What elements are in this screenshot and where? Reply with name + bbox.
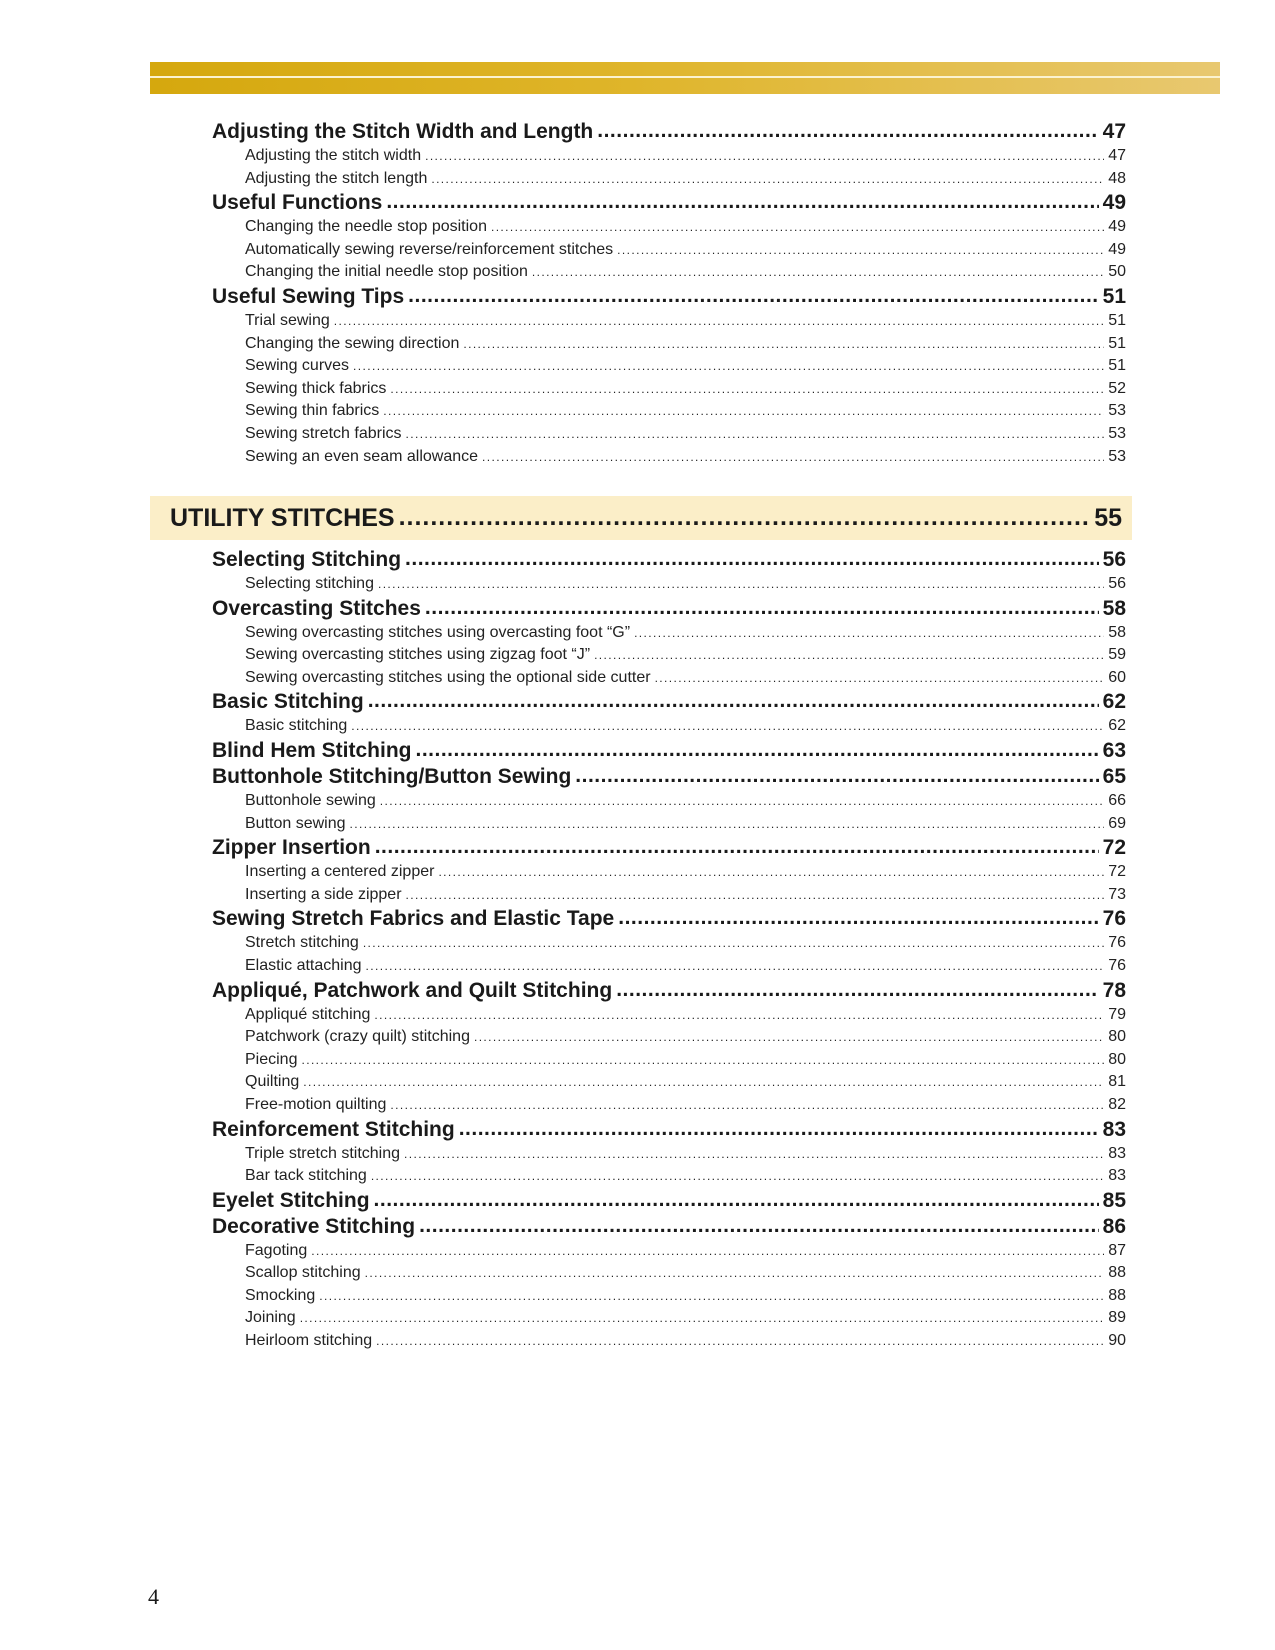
page-ref: 90 [1108,1332,1126,1350]
page-ref: 53 [1108,402,1126,420]
toc-subentry[interactable] [212,310,1126,333]
toc-section-entry[interactable] [212,906,1126,932]
page-ref: 66 [1108,791,1126,809]
page-ref: 80 [1108,1028,1126,1046]
toc-subentry[interactable] [212,1094,1126,1117]
toc-section-title: Adjusting the Stitch Width and Length [212,120,594,143]
page-ref: 88 [1108,1264,1126,1282]
toc-subentry-title: Joining [245,1309,296,1327]
toc-subentry[interactable] [212,261,1126,284]
toc-subentry-title: Triple stretch stitching [245,1144,401,1162]
toc-subentry[interactable] [212,1330,1126,1353]
dot-leader [301,1049,1104,1072]
page-ref: 47 [1108,147,1126,164]
toc-subentry-title: Sewing overcasting stitches using overcasting foot “G” [245,623,631,641]
page-ref: 49 [1108,218,1126,236]
toc-section-entry[interactable] [212,119,1126,145]
page-ref: 82 [1108,1095,1126,1113]
page-ref: 52 [1108,379,1126,397]
toc-subentry[interactable] [212,216,1126,239]
page-ref: 76 [1102,907,1126,931]
dot-leader [655,667,1105,690]
toc-subentry[interactable] [212,1285,1126,1308]
toc-subentry-title: Changing the needle stop position [245,218,487,236]
toc-subentry-title: Adjusting the stitch length [245,169,428,187]
toc-subentry-title: Changing the initial needle stop position [245,263,528,281]
toc-subentry-title: Inserting a side zipper [245,885,402,903]
dot-leader [597,119,1098,144]
page-ref: 48 [1108,169,1126,187]
page-number: 4 [148,1584,159,1609]
page-ref: 56 [1108,575,1126,592]
page-ref: 88 [1108,1286,1126,1304]
dot-leader [303,1071,1104,1094]
dot-leader [350,813,1105,836]
dot-leader [416,738,1099,763]
dot-leader [474,1026,1104,1049]
toc-subentry[interactable] [212,1262,1126,1285]
toc-section-title: Buttonhole Stitching/Button Sewing [212,764,572,788]
toc-subentry[interactable] [212,1165,1126,1188]
toc-subentry-title: Selecting stitching [245,575,374,592]
page-ref: 60 [1108,668,1126,686]
page-ref: 51 [1102,284,1126,308]
toc-subentry-title: Sewing thin fabrics [245,402,380,420]
dot-leader [634,622,1104,645]
toc-subentry[interactable] [212,1049,1126,1072]
toc-subentry-title: Changing the sewing direction [245,334,460,352]
toc-subentry-title: Sewing thick fabrics [245,379,387,397]
page-ref: 51 [1108,357,1126,375]
toc-subentry[interactable] [212,1240,1126,1263]
page-ref: 80 [1108,1050,1126,1068]
toc-subentry-title: Scallop stitching [245,1264,361,1282]
toc-subentry-title: Appliqué stitching [245,1005,371,1023]
toc-subentry[interactable] [212,239,1126,262]
page-ref: 49 [1108,240,1126,258]
page-ref: 47 [1102,120,1126,143]
toc-subentry[interactable] [212,145,1126,168]
toc-subentry-title: Fagoting [245,1241,308,1259]
dot-leader [419,1214,1099,1239]
page-ref: 50 [1108,263,1126,281]
dot-leader [334,310,1104,333]
toc-subentry-title: Sewing curves [245,357,350,375]
dot-leader [300,1307,1105,1330]
toc-subentry-title: Button sewing [245,814,346,832]
chapter-leader [399,496,1091,539]
toc-subentry-title: Piecing [245,1050,298,1068]
dot-leader [459,1117,1099,1142]
page-ref: 87 [1108,1241,1126,1259]
dot-leader [368,689,1099,714]
toc-section-entry[interactable] [212,190,1126,216]
dot-leader [616,978,1098,1003]
dot-leader [374,1188,1099,1213]
page-ref: 56 [1102,548,1126,571]
toc-section-title: Reinforcement Stitching [212,1117,455,1141]
toc-section-a [212,119,1126,468]
toc-subentry-title: Free-motion quilting [245,1095,387,1113]
page-ref: 58 [1102,596,1126,620]
toc-section-entry[interactable] [212,596,1126,622]
toc-subentry[interactable] [212,400,1126,423]
page-ref: 49 [1102,191,1126,215]
toc-section-entry[interactable] [212,978,1126,1004]
toc-subentry[interactable] [212,1004,1126,1027]
dot-leader [319,1285,1104,1308]
toc-section-entry[interactable] [212,547,1126,573]
dot-leader [380,790,1104,813]
toc-subentry-title: Quilting [245,1073,300,1091]
dot-leader [371,1165,1104,1188]
toc-subentry-title: Basic stitching [245,717,348,735]
page-ref: 78 [1102,978,1126,1002]
dot-leader [386,190,1098,215]
dot-leader [390,1094,1104,1117]
page-ref: 89 [1108,1309,1126,1327]
toc-subentry-title: Inserting a centered zipper [245,863,435,881]
toc-section-entry[interactable] [212,835,1126,861]
dot-leader [618,906,1098,931]
dot-leader [438,861,1104,884]
page-ref: 65 [1102,764,1126,788]
page-ref: 85 [1102,1188,1126,1212]
dot-leader [425,596,1099,621]
page-ref: 51 [1108,334,1126,352]
dot-leader [363,932,1104,955]
toc-section-b [212,547,1126,1353]
toc-subentry[interactable] [212,932,1126,955]
page-ref: 79 [1108,1005,1126,1023]
toc-subentry-title: Stretch stitching [245,934,359,952]
toc-subentry-title: Sewing stretch fabrics [245,424,402,442]
toc-section-title: Blind Hem Stitching [212,738,412,762]
dot-leader [594,644,1104,667]
page-ref: 69 [1108,814,1126,832]
toc-section-title: Useful Functions [212,191,383,215]
dot-leader [374,1004,1104,1027]
toc-subentry[interactable] [212,813,1126,836]
toc-subentry-title: Buttonhole sewing [245,791,376,809]
toc-section-title: Overcasting Stitches [212,596,421,620]
toc-subentry[interactable] [212,861,1126,884]
toc-subentry[interactable] [212,667,1126,690]
toc-subentry-title: Automatically sewing reverse/reinforcement stitches [245,240,614,258]
toc-subentry[interactable] [212,168,1126,191]
toc-section-title: Eyelet Stitching [212,1188,370,1212]
toc-subentry-title: Bar tack stitching [245,1167,367,1185]
toc-subentry[interactable] [212,446,1126,469]
toc-section-title: Basic Stitching [212,690,364,714]
page-ref: 83 [1108,1144,1126,1162]
toc-subentry[interactable] [212,1143,1126,1166]
toc-subentry[interactable] [212,884,1126,907]
toc-subentry-title: Sewing an even seam allowance [245,447,479,465]
toc-subentry[interactable] [212,423,1126,446]
dot-leader [463,333,1104,356]
dot-leader [378,573,1104,596]
page-ref: 51 [1108,311,1126,329]
toc-subentry-title: Trial sewing [245,311,330,329]
chapter-title: UTILITY STITCHES [170,504,395,532]
dot-leader [390,378,1104,401]
chapter-heading[interactable] [170,496,1122,540]
dot-leader [617,239,1104,262]
dot-leader [575,764,1098,789]
dot-leader [376,1330,1104,1353]
dot-leader [532,261,1104,284]
page-ref: 59 [1108,646,1126,664]
toc-section-title: Selecting Stitching [212,548,402,571]
toc-section-entry[interactable] [212,689,1126,715]
dot-leader [425,145,1104,168]
toc-subentry[interactable] [212,790,1126,813]
toc-subentry[interactable] [212,1026,1126,1049]
toc-section-entry[interactable] [212,1214,1126,1240]
toc-section-entry[interactable] [212,738,1126,764]
page-ref: 83 [1108,1167,1126,1185]
toc-section-entry[interactable] [212,1117,1126,1143]
header-bar-stripe [150,76,1220,78]
page-ref: 62 [1108,717,1126,735]
toc-section-entry[interactable] [212,284,1126,310]
toc-subentry-title: Sewing overcasting stitches using zigzag foot “J” [245,646,591,664]
toc-subentry[interactable] [212,378,1126,401]
toc-subentry[interactable] [212,622,1126,645]
toc-section-title: Appliqué, Patchwork and Quilt Stitching [212,978,613,1002]
page-ref: 81 [1108,1073,1126,1091]
dot-leader [311,1240,1104,1263]
toc-subentry-title: Sewing overcasting stitches using the optional side cutter [245,668,651,686]
page-ref: 53 [1108,424,1126,442]
dot-leader [366,955,1105,978]
dot-leader [383,400,1104,423]
dot-leader [375,835,1099,860]
page-ref: 72 [1108,863,1126,881]
page-ref: 76 [1108,956,1126,974]
page-ref: 53 [1108,447,1126,465]
dot-leader [408,284,1098,309]
page-ref: 63 [1102,738,1126,762]
toc-subentry[interactable] [212,644,1126,667]
toc-subentry-title: Heirloom stitching [245,1332,373,1350]
page-ref: 72 [1102,836,1126,860]
toc-subentry-title: Adjusting the stitch width [245,147,422,164]
toc-subentry[interactable] [212,715,1126,738]
page-ref: 73 [1108,885,1126,903]
dot-leader [351,715,1104,738]
toc-subentry-title: Elastic attaching [245,956,362,974]
toc-subentry[interactable] [212,355,1126,378]
page-ref: 86 [1102,1214,1126,1238]
toc-section-title: Decorative Stitching [212,1214,416,1238]
dot-leader [404,1143,1104,1166]
chapter-page: 55 [1094,504,1122,532]
toc-subentry[interactable] [212,1307,1126,1330]
dot-leader [405,547,1099,572]
page-ref: 62 [1102,690,1126,714]
header-bar [150,62,1220,94]
dot-leader [482,446,1104,469]
toc-section-title: Useful Sewing Tips [212,284,405,308]
toc-subentry[interactable] [212,333,1126,356]
page-ref: 76 [1108,934,1126,952]
dot-leader [431,168,1104,191]
dot-leader [353,355,1104,378]
toc-section-title: Zipper Insertion [212,836,371,860]
toc-subentry[interactable] [212,955,1126,978]
toc-section-entry[interactable] [212,764,1126,790]
dot-leader [365,1262,1105,1285]
dot-leader [406,884,1105,907]
page-ref: 83 [1102,1117,1126,1141]
dot-leader [406,423,1105,446]
page-ref: 58 [1108,623,1126,641]
toc-section-entry[interactable] [212,1188,1126,1214]
dot-leader [491,216,1104,239]
toc-subentry[interactable] [212,1071,1126,1094]
toc-subentry-title: Patchwork (crazy quilt) stitching [245,1028,470,1046]
toc-section-title: Sewing Stretch Fabrics and Elastic Tape [212,907,615,931]
toc-subentry-title: Smocking [245,1286,316,1304]
toc-subentry[interactable] [212,573,1126,596]
